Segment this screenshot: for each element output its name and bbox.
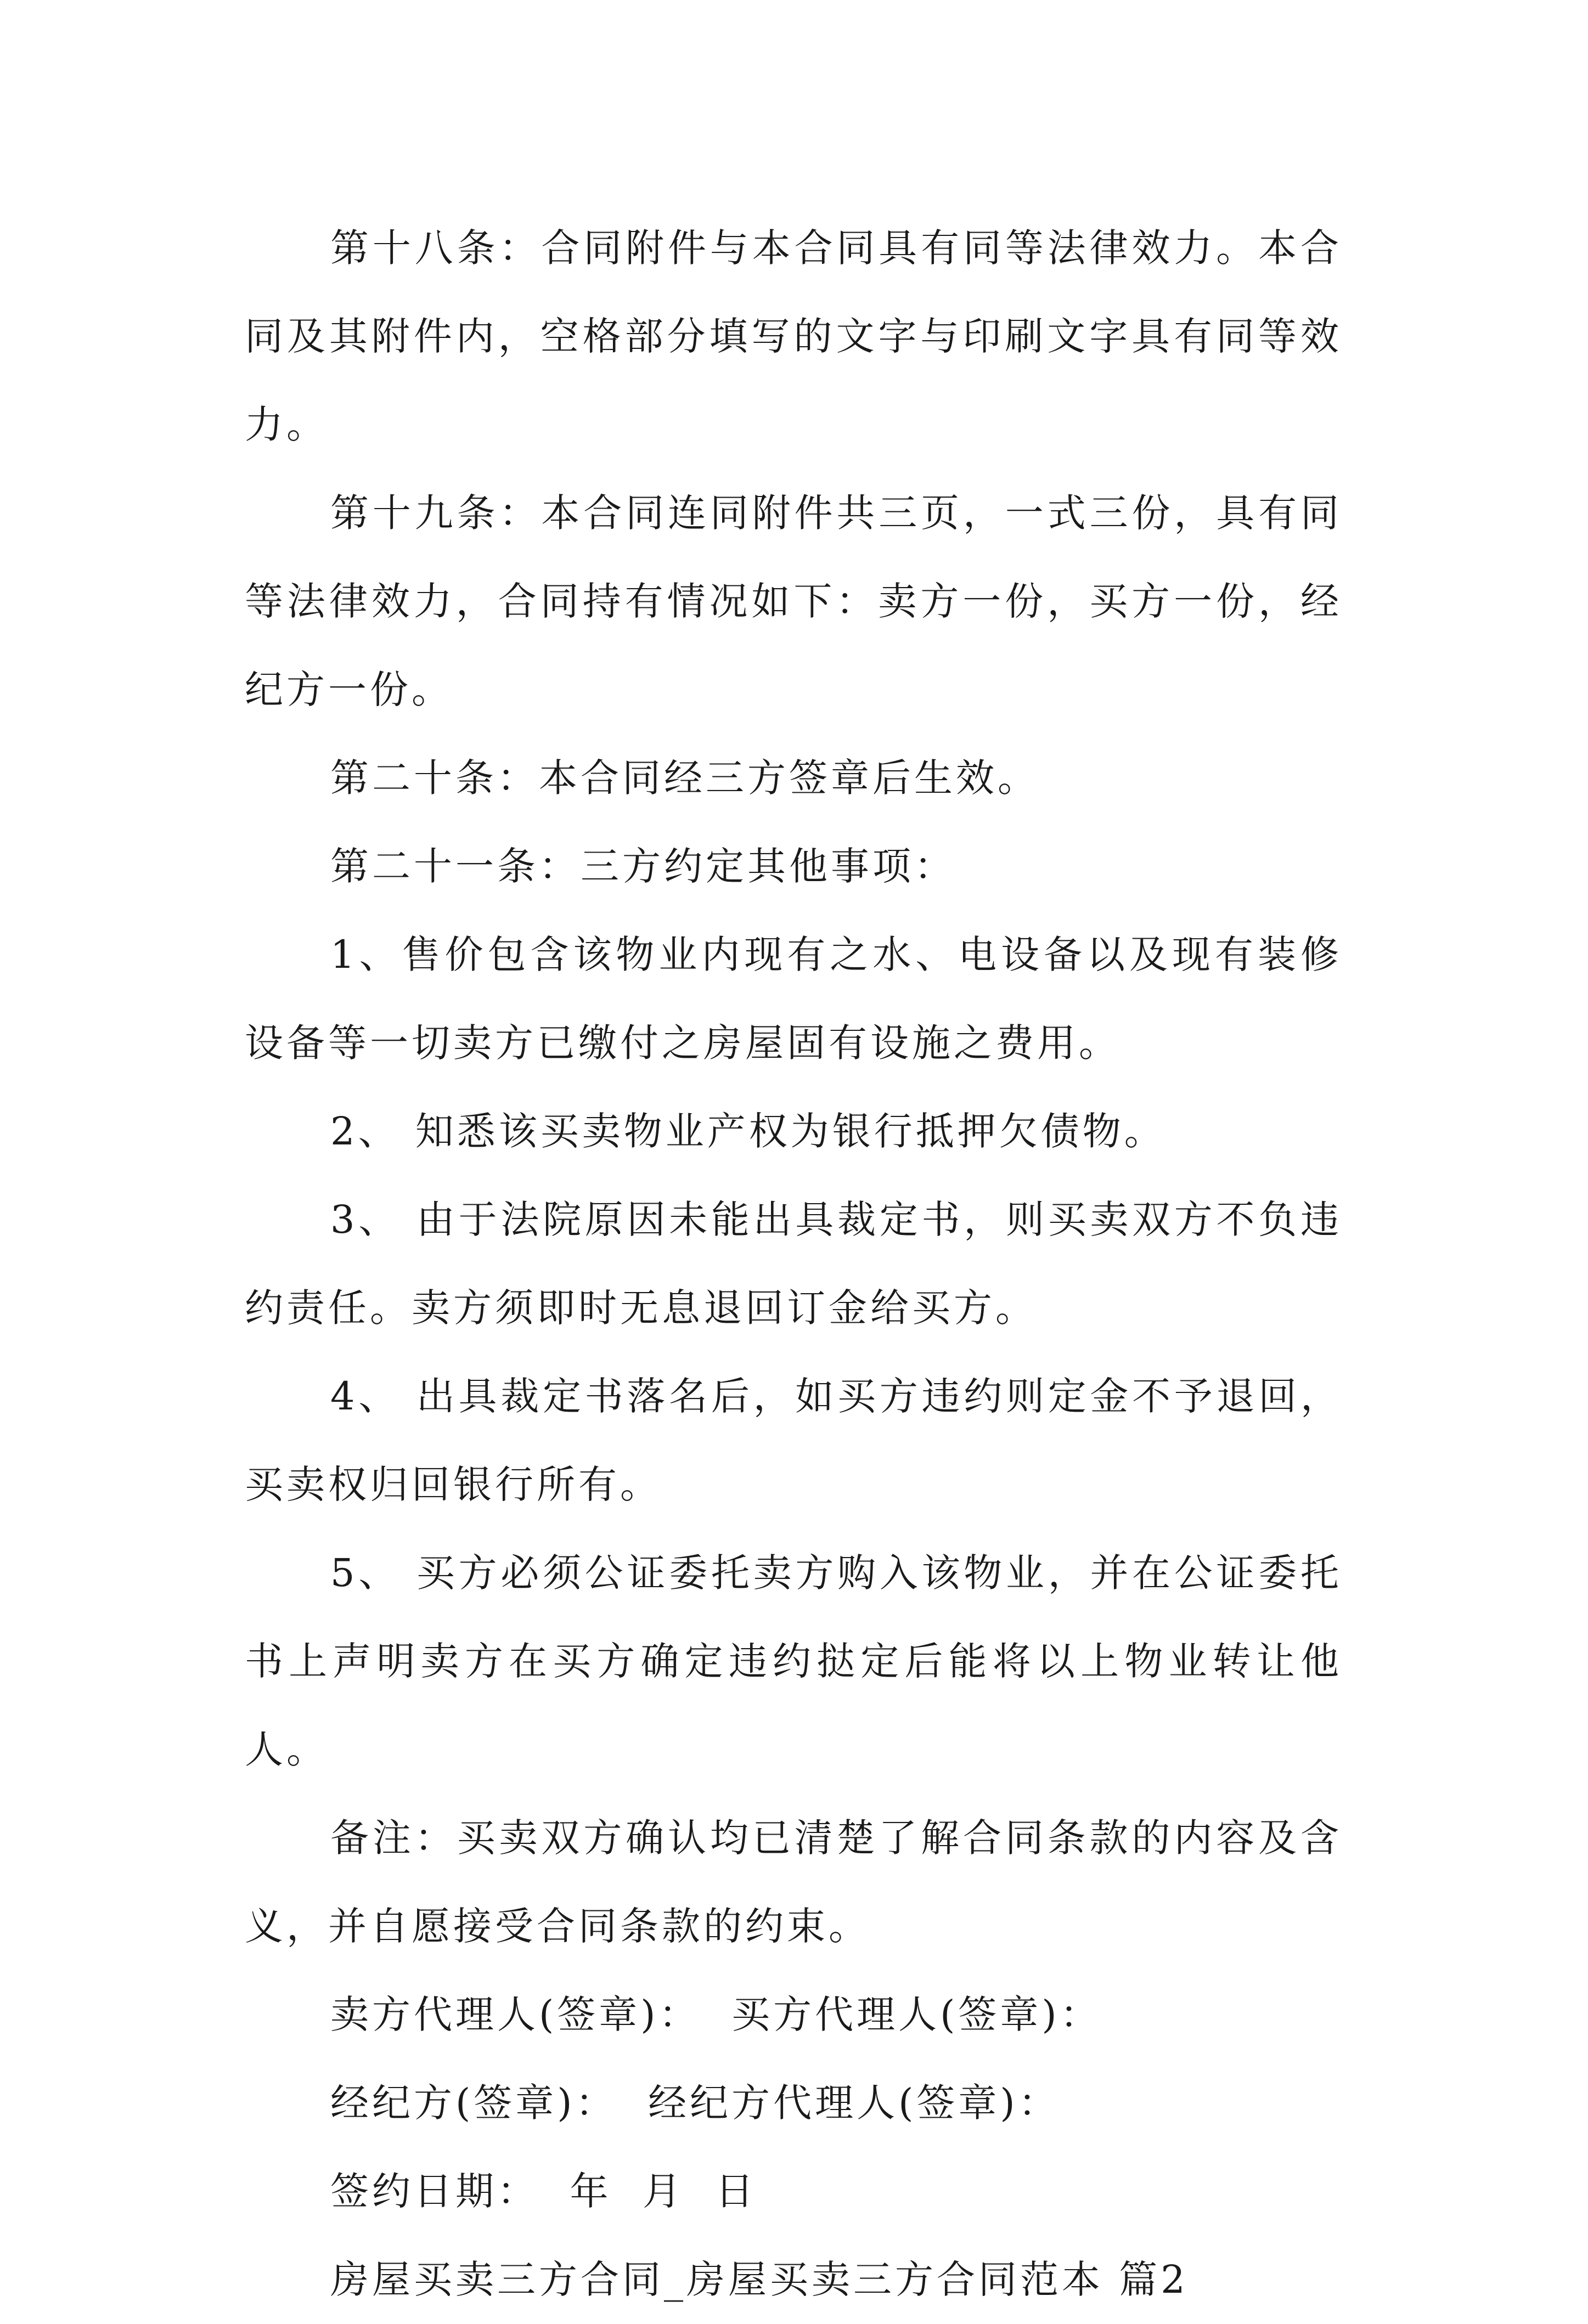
clause-21: 第二十一条：三方约定其他事项： (330, 844, 956, 889)
document-body (245, 204, 1342, 2324)
item-1: 1、售价包含该物业内现有之水、电设备以及现有装修设备等一切卖方已缴付之房屋固有设施之费用。 (245, 932, 1342, 1065)
remarks: 备注：买卖双方确认均已清楚了解合同条款的内容及含义，并自愿接受合同条款的约束。 (245, 1815, 1342, 1949)
next-section-title: 房屋买卖三方合同_房屋买卖三方合同范本 篇2 (330, 2257, 1189, 2302)
item-2: 2、 知悉该买卖物业产权为银行抵押欠债物。 (330, 1109, 1166, 1154)
signature-agents: 卖方代理人(签章)： 买方代理人(签章)： (330, 1992, 1102, 2037)
signing-date: 签约日期： 年 月 日 (330, 2169, 757, 2214)
clause-18: 第十八条：合同附件与本合同具有同等法律效力。本合同及其附件内，空格部分填写的文字与印刷文字具有同等效力。 (245, 225, 1342, 447)
item-5: 5、 买方必须公证委托卖方购入该物业，并在公证委托书上声明卖方在买方确定违约挞定后能将以上物业转让他人。 (245, 1550, 1342, 1772)
item-3: 3、 由于法院原因未能出具裁定书，则买卖双方不负违约责任。卖方须即时无息退回订金给买方。 (245, 1197, 1342, 1330)
clause-20: 第二十条：本合同经三方签章后生效。 (330, 755, 1039, 800)
clause-19: 第十九条：本合同连同附件共三页，一式三份，具有同等法律效力，合同持有情况如下：卖方一份，买方一份，经纪方一份。 (245, 490, 1342, 712)
signature-broker: 经纪方(签章)： 经纪方代理人(签章)： (330, 2080, 1060, 2125)
item-4: 4、 出具裁定书落名后，如买方违约则定金不予退回，买卖权归回银行所有。 (245, 1374, 1342, 1507)
